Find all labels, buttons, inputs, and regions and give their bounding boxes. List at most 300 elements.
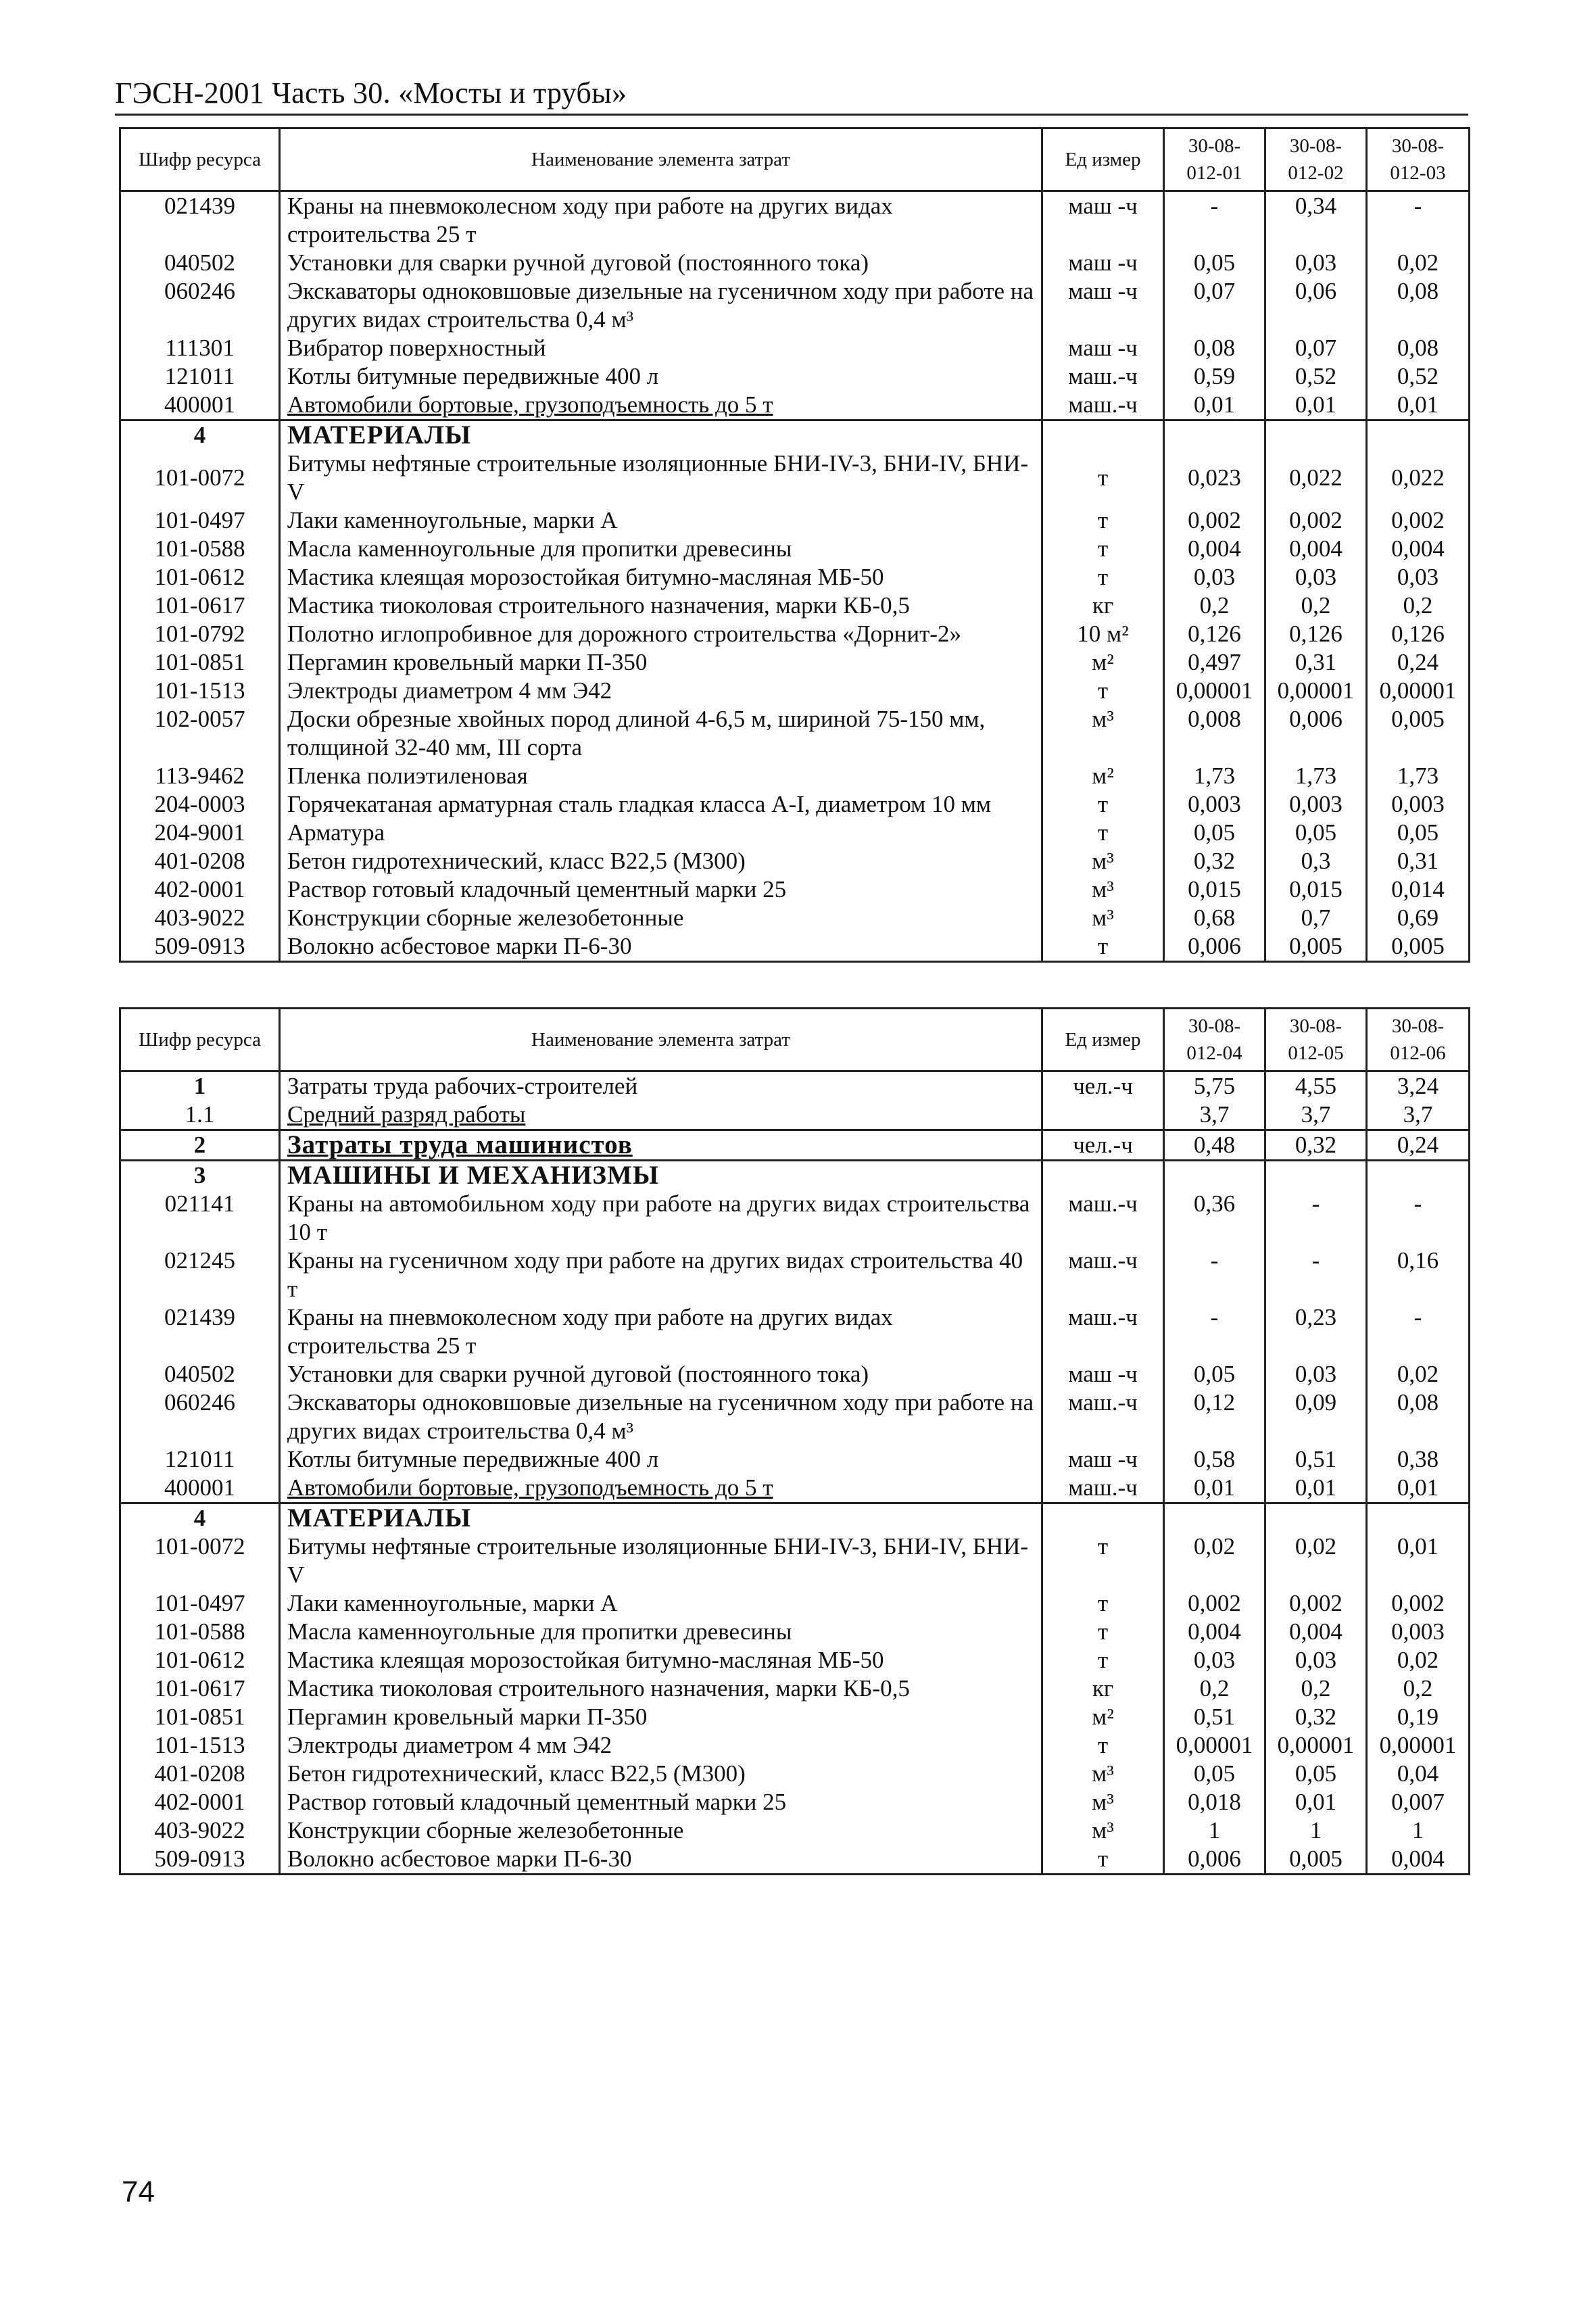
norm-value-1 (1164, 1503, 1265, 1533)
norm-value-2: 0,004 (1265, 1618, 1367, 1646)
norm-value-3: 0,05 (1367, 819, 1470, 847)
cost-element-name: Установки для сварки ручной дуговой (постоянного тока) (280, 249, 1042, 277)
table-row (120, 1618, 1470, 1646)
norm-value-2: - (1265, 1247, 1367, 1303)
cost-element-name: Мастика тиоколовая строительного назначения, марки КБ-0,5 (280, 592, 1042, 620)
norm-value-1: 0,015 (1164, 875, 1265, 904)
norm-value-3: 0,2 (1367, 592, 1470, 620)
unit-of-measure: маш -ч (1042, 191, 1164, 249)
unit-of-measure: т (1042, 506, 1164, 535)
norm-value-3: 0,005 (1367, 705, 1470, 762)
norm-value-3: 0,38 (1367, 1445, 1470, 1474)
page-number: 74 (122, 2175, 155, 2209)
norm-value-2: 0,51 (1265, 1445, 1367, 1474)
table-row (120, 904, 1470, 932)
cost-element-name: Мастика клеящая морозостойкая битумно-масляная МБ-50 (280, 1646, 1042, 1674)
col-header-unit: Ед измер (1042, 1009, 1164, 1071)
norm-value-1: 0,07 (1164, 277, 1265, 334)
cost-element-name: Битумы нефтяные строительные изоляционные БНИ-IV-3, БНИ-IV, БНИ-V (280, 1533, 1042, 1589)
cost-element-name: МАТЕРИАЛЫ (280, 420, 1042, 450)
norm-value-2: 0,126 (1265, 620, 1367, 648)
resource-code: 102-0057 (120, 705, 280, 762)
col-header-norm-5: 30-08-012-05 (1265, 1009, 1367, 1071)
norm-value-3 (1367, 1503, 1470, 1533)
norm-value-3: 0,24 (1367, 1130, 1470, 1161)
unit-of-measure: м³ (1042, 904, 1164, 932)
unit-of-measure: т (1042, 535, 1164, 563)
cost-element-name: Затраты труда машинистов (280, 1130, 1042, 1161)
norm-value-3: 0,08 (1367, 334, 1470, 362)
resource-code: 101-0497 (120, 1589, 280, 1618)
norm-value-2: 0,022 (1265, 450, 1367, 506)
cost-element-name: Краны на пневмоколесном ходу при работе на других видах строительства 25 т (280, 1303, 1042, 1360)
norm-value-2: 0,52 (1265, 362, 1367, 391)
norm-value-1: 0,51 (1164, 1703, 1265, 1731)
norm-value-2: 0,06 (1265, 277, 1367, 334)
cost-element-name: Конструкции сборные железобетонные (280, 1816, 1042, 1845)
norm-value-1: 0,01 (1164, 1474, 1265, 1503)
norm-value-3: 1,73 (1367, 762, 1470, 790)
resource-code: 101-0612 (120, 563, 280, 592)
norm-value-3: 0,2 (1367, 1674, 1470, 1703)
norm-value-3: - (1367, 1190, 1470, 1247)
col-header-norm-2: 30-08-012-02 (1265, 128, 1367, 191)
table-row (120, 1445, 1470, 1474)
norm-value-1: 1 (1164, 1816, 1265, 1845)
resource-code: 101-0792 (120, 620, 280, 648)
cost-element-name: Раствор готовый кладочный цементный марки 25 (280, 1788, 1042, 1816)
norm-value-2 (1265, 1161, 1367, 1190)
table-row (120, 1788, 1470, 1816)
norm-value-3: 0,014 (1367, 875, 1470, 904)
unit-of-measure: маш -ч (1042, 277, 1164, 334)
norm-value-2: 3,7 (1265, 1101, 1367, 1130)
table-row (120, 592, 1470, 620)
norm-value-1: 0,008 (1164, 705, 1265, 762)
table-row (120, 450, 1470, 506)
norm-value-3: 0,002 (1367, 1589, 1470, 1618)
unit-of-measure: кг (1042, 592, 1164, 620)
unit-of-measure: м³ (1042, 1816, 1164, 1845)
resource-code: 401-0208 (120, 847, 280, 875)
resource-code: 4 (120, 1503, 280, 1533)
table-header-row (120, 1009, 1470, 1071)
norm-value-2: 1,73 (1265, 762, 1367, 790)
table-row (120, 506, 1470, 535)
norm-value-3: 0,69 (1367, 904, 1470, 932)
norm-value-2: 0,005 (1265, 1845, 1367, 1875)
norm-value-2: 0,3 (1265, 847, 1367, 875)
norm-value-3: 0,08 (1367, 277, 1470, 334)
norm-value-2: 0,01 (1265, 1788, 1367, 1816)
resource-code: 4 (120, 420, 280, 450)
cost-element-name: Котлы битумные передвижные 400 л (280, 1445, 1042, 1474)
norm-value-2: 0,32 (1265, 1703, 1367, 1731)
resource-code: 101-0588 (120, 1618, 280, 1646)
norm-value-2: 0,09 (1265, 1389, 1367, 1445)
unit-of-measure: м³ (1042, 875, 1164, 904)
norm-value-2: 0,00001 (1265, 1731, 1367, 1760)
norm-value-3: 3,24 (1367, 1071, 1470, 1101)
cost-element-name: Установки для сварки ручной дуговой (постоянного тока) (280, 1360, 1042, 1389)
unit-of-measure: м³ (1042, 705, 1164, 762)
resource-code: 403-9022 (120, 904, 280, 932)
norm-value-1: 0,00001 (1164, 677, 1265, 705)
norm-value-3: 0,002 (1367, 506, 1470, 535)
unit-of-measure: маш -ч (1042, 334, 1164, 362)
resource-code: 060246 (120, 277, 280, 334)
norm-value-2: 0,03 (1265, 1360, 1367, 1389)
norm-value-2: 0,00001 (1265, 677, 1367, 705)
resource-code: 400001 (120, 391, 280, 420)
norm-value-1: 0,58 (1164, 1445, 1265, 1474)
cost-element-name: Автомобили бортовые, грузоподъемность до 5 т (280, 391, 1042, 420)
norm-value-1: 0,03 (1164, 1646, 1265, 1674)
norm-value-2: 0,03 (1265, 563, 1367, 592)
norm-value-3: 0,003 (1367, 790, 1470, 819)
norm-value-1: 0,497 (1164, 648, 1265, 677)
resource-code: 040502 (120, 249, 280, 277)
norm-value-2 (1265, 1503, 1367, 1533)
unit-of-measure: т (1042, 677, 1164, 705)
norm-value-3: 0,02 (1367, 1646, 1470, 1674)
table-row (120, 620, 1470, 648)
resource-code: 101-0851 (120, 648, 280, 677)
table-row (120, 762, 1470, 790)
cost-element-name: Лаки каменноугольные, марки А (280, 506, 1042, 535)
unit-of-measure: т (1042, 1533, 1164, 1589)
norm-value-2: 0,01 (1265, 391, 1367, 420)
norm-value-1: 1,73 (1164, 762, 1265, 790)
cost-element-name: Средний разряд работы (280, 1101, 1042, 1130)
norm-value-3 (1367, 420, 1470, 450)
norm-value-3: 0,01 (1367, 1474, 1470, 1503)
table-row (120, 362, 1470, 391)
unit-of-measure: м³ (1042, 1788, 1164, 1816)
resource-code: 101-0617 (120, 592, 280, 620)
cost-element-name: Конструкции сборные железобетонные (280, 904, 1042, 932)
resource-code: 509-0913 (120, 1845, 280, 1875)
table-row (120, 277, 1470, 334)
unit-of-measure (1042, 420, 1164, 450)
cost-element-name: Затраты труда рабочих-строителей (280, 1071, 1042, 1101)
norm-value-3: 0,00001 (1367, 1731, 1470, 1760)
unit-of-measure: т (1042, 1845, 1164, 1875)
resource-code: 021141 (120, 1190, 280, 1247)
col-header-name: Наименование элемента затрат (280, 1009, 1042, 1071)
unit-of-measure: маш.-ч (1042, 391, 1164, 420)
norm-value-1: 0,08 (1164, 334, 1265, 362)
norm-value-2: 0,34 (1265, 191, 1367, 249)
unit-of-measure: маш -ч (1042, 1445, 1164, 1474)
norm-value-1: 5,75 (1164, 1071, 1265, 1101)
cost-element-name: Пленка полиэтиленовая (280, 762, 1042, 790)
norm-value-2: 0,03 (1265, 249, 1367, 277)
cost-element-name: Арматура (280, 819, 1042, 847)
norm-value-3: 0,24 (1367, 648, 1470, 677)
table-row (120, 932, 1470, 962)
table-row (120, 1247, 1470, 1303)
norm-value-2: - (1265, 1190, 1367, 1247)
norm-value-2 (1265, 420, 1367, 450)
cost-element-name: Краны на пневмоколесном ходу при работе на других видах строительства 25 т (280, 191, 1042, 249)
col-header-norm-4: 30-08-012-04 (1164, 1009, 1265, 1071)
norm-value-1: 0,05 (1164, 249, 1265, 277)
cost-element-name: Волокно асбестовое марки П-6-30 (280, 932, 1042, 962)
unit-of-measure: м³ (1042, 847, 1164, 875)
table-row (120, 648, 1470, 677)
norm-value-3: 0,01 (1367, 1533, 1470, 1589)
cost-element-name: Котлы битумные передвижные 400 л (280, 362, 1042, 391)
resource-code: 111301 (120, 334, 280, 362)
norm-value-2: 0,003 (1265, 790, 1367, 819)
norm-value-3: 0,004 (1367, 535, 1470, 563)
norm-value-1: 0,02 (1164, 1533, 1265, 1589)
norm-value-3: 3,7 (1367, 1101, 1470, 1130)
resource-code: 021245 (120, 1247, 280, 1303)
resource-code: 204-0003 (120, 790, 280, 819)
resource-table-1 (119, 127, 1470, 963)
norm-value-1: 0,05 (1164, 1360, 1265, 1389)
table-header-row (120, 128, 1470, 191)
unit-of-measure: маш.-ч (1042, 1303, 1164, 1360)
unit-of-measure (1042, 1161, 1164, 1190)
page-header-title: ГЭСН-2001 Часть 30. «Мосты и трубы» (115, 76, 627, 110)
norm-value-2: 0,23 (1265, 1303, 1367, 1360)
norm-value-1: 3,7 (1164, 1101, 1265, 1130)
norm-value-1: 0,48 (1164, 1130, 1265, 1161)
unit-of-measure: маш -ч (1042, 249, 1164, 277)
norm-value-1: 0,12 (1164, 1389, 1265, 1445)
norm-value-3: 1 (1367, 1816, 1470, 1845)
table-row (120, 1190, 1470, 1247)
norm-value-2: 0,05 (1265, 819, 1367, 847)
norm-value-2: 0,006 (1265, 705, 1367, 762)
norm-value-2: 1 (1265, 1816, 1367, 1845)
col-header-code: Шифр ресурса (120, 1009, 280, 1071)
resource-code: 204-9001 (120, 819, 280, 847)
table-row (120, 1130, 1470, 1161)
table-row (120, 391, 1470, 420)
unit-of-measure: т (1042, 1646, 1164, 1674)
resource-code: 101-0617 (120, 1674, 280, 1703)
unit-of-measure: т (1042, 1589, 1164, 1618)
section-row (120, 1503, 1470, 1533)
cost-element-name: Раствор готовый кладочный цементный марки 25 (280, 875, 1042, 904)
resource-code: 509-0913 (120, 932, 280, 962)
unit-of-measure: т (1042, 1618, 1164, 1646)
unit-of-measure: м² (1042, 1703, 1164, 1731)
resource-code: 3 (120, 1161, 280, 1190)
cost-element-name: Бетон гидротехнический, класс В22,5 (М300) (280, 847, 1042, 875)
table-row (120, 847, 1470, 875)
norm-value-1: 0,32 (1164, 847, 1265, 875)
table-row (120, 1674, 1470, 1703)
norm-value-1: 0,00001 (1164, 1731, 1265, 1760)
resource-code: 101-1513 (120, 1731, 280, 1760)
cost-element-name: Мастика тиоколовая строительного назначения, марки КБ-0,5 (280, 1674, 1042, 1703)
table-row (120, 1845, 1470, 1875)
norm-value-3: 0,04 (1367, 1760, 1470, 1788)
table-row (120, 1389, 1470, 1445)
resource-code: 121011 (120, 1445, 280, 1474)
resource-code: 021439 (120, 191, 280, 249)
norm-value-2: 0,002 (1265, 1589, 1367, 1618)
unit-of-measure: маш.-ч (1042, 1389, 1164, 1445)
norm-value-1: 0,002 (1164, 1589, 1265, 1618)
cost-element-name: Мастика клеящая морозостойкая битумно-масляная МБ-50 (280, 563, 1042, 592)
cost-element-name: Бетон гидротехнический, класс В22,5 (М300) (280, 1760, 1042, 1788)
unit-of-measure: маш.-ч (1042, 362, 1164, 391)
resource-code: 021439 (120, 1303, 280, 1360)
norm-value-1: 0,006 (1164, 1845, 1265, 1875)
cost-element-name: Экскаваторы одноковшовые дизельные на гусеничном ходу при работе на других видах строительства 0,4 м³ (280, 277, 1042, 334)
norm-value-1: 0,023 (1164, 450, 1265, 506)
cost-element-name: Электроды диаметром 4 мм Э42 (280, 677, 1042, 705)
table-row (120, 563, 1470, 592)
col-header-norm-6: 30-08-012-06 (1367, 1009, 1470, 1071)
resource-code: 101-1513 (120, 677, 280, 705)
resource-code: 403-9022 (120, 1816, 280, 1845)
norm-value-1 (1164, 1161, 1265, 1190)
cost-element-name: Полотно иглопробивное для дорожного строительства «Дорнит-2» (280, 620, 1042, 648)
unit-of-measure: чел.-ч (1042, 1071, 1164, 1101)
resource-table-2 (119, 1007, 1470, 1875)
norm-value-1: - (1164, 191, 1265, 249)
norm-value-3 (1367, 1161, 1470, 1190)
cost-element-name: Автомобили бортовые, грузоподъемность до 5 т (280, 1474, 1042, 1503)
norm-value-3: 0,03 (1367, 563, 1470, 592)
norm-value-2: 0,05 (1265, 1760, 1367, 1788)
cost-element-name: Краны на автомобильном ходу при работе на других видах строительства 10 т (280, 1190, 1042, 1247)
norm-value-1: 0,2 (1164, 592, 1265, 620)
norm-value-1: 0,01 (1164, 391, 1265, 420)
norm-value-2: 0,31 (1265, 648, 1367, 677)
unit-of-measure: маш.-ч (1042, 1247, 1164, 1303)
resource-code: 040502 (120, 1360, 280, 1389)
col-header-norm-1: 30-08-012-01 (1164, 128, 1265, 191)
norm-value-2: 0,03 (1265, 1646, 1367, 1674)
norm-value-3: 0,08 (1367, 1389, 1470, 1445)
resource-code: 101-0497 (120, 506, 280, 535)
table-row (120, 819, 1470, 847)
unit-of-measure: м² (1042, 648, 1164, 677)
unit-of-measure: 10 м² (1042, 620, 1164, 648)
col-header-unit: Ед измер (1042, 128, 1164, 191)
cost-element-name: Экскаваторы одноковшовые дизельные на гусеничном ходу при работе на других видах строительства 0,4 м³ (280, 1389, 1042, 1445)
norm-value-2: 0,02 (1265, 1533, 1367, 1589)
norm-value-2: 0,004 (1265, 535, 1367, 563)
norm-value-3: 0,01 (1367, 391, 1470, 420)
norm-value-2: 4,55 (1265, 1071, 1367, 1101)
col-header-name: Наименование элемента затрат (280, 128, 1042, 191)
unit-of-measure: м³ (1042, 1760, 1164, 1788)
resource-code: 402-0001 (120, 875, 280, 904)
norm-value-3: 0,003 (1367, 1618, 1470, 1646)
col-header-code: Шифр ресурса (120, 128, 280, 191)
cost-element-name: Лаки каменноугольные, марки А (280, 1589, 1042, 1618)
cost-element-name: Горячекатаная арматурная сталь гладкая класса А-I, диаметром 10 мм (280, 790, 1042, 819)
norm-value-1: 0,003 (1164, 790, 1265, 819)
norm-value-3: 0,005 (1367, 932, 1470, 962)
norm-value-1: 0,03 (1164, 563, 1265, 592)
norm-value-1: - (1164, 1247, 1265, 1303)
cost-element-name: Пергамин кровельный марки П-350 (280, 648, 1042, 677)
cost-element-name: Битумы нефтяные строительные изоляционные БНИ-IV-3, БНИ-IV, БНИ-V (280, 450, 1042, 506)
norm-value-3: 0,52 (1367, 362, 1470, 391)
norm-value-2: 0,2 (1265, 1674, 1367, 1703)
norm-value-3: 0,02 (1367, 249, 1470, 277)
table-row (120, 1360, 1470, 1389)
unit-of-measure: чел.-ч (1042, 1130, 1164, 1161)
cost-element-name: Волокно асбестовое марки П-6-30 (280, 1845, 1042, 1875)
cost-element-name: Пергамин кровельный марки П-350 (280, 1703, 1042, 1731)
cost-element-name: Масла каменноугольные для пропитки древесины (280, 1618, 1042, 1646)
norm-value-3: 0,007 (1367, 1788, 1470, 1816)
resource-code: 101-0072 (120, 1533, 280, 1589)
table-row (120, 875, 1470, 904)
unit-of-measure: маш -ч (1042, 1360, 1164, 1389)
norm-value-2: 0,7 (1265, 904, 1367, 932)
resource-code: 101-0851 (120, 1703, 280, 1731)
norm-value-2: 0,32 (1265, 1130, 1367, 1161)
unit-of-measure: т (1042, 790, 1164, 819)
table-row (120, 334, 1470, 362)
table-row (120, 249, 1470, 277)
resource-code: 101-0072 (120, 450, 280, 506)
unit-of-measure (1042, 1101, 1164, 1130)
table-row (120, 1760, 1470, 1788)
norm-value-1: 0,59 (1164, 362, 1265, 391)
norm-value-3: 0,00001 (1367, 677, 1470, 705)
norm-value-1 (1164, 420, 1265, 450)
norm-value-1: 0,004 (1164, 1618, 1265, 1646)
table-row (120, 790, 1470, 819)
resource-code: 400001 (120, 1474, 280, 1503)
norm-value-1: 0,018 (1164, 1788, 1265, 1816)
unit-of-measure: т (1042, 819, 1164, 847)
resource-code: 113-9462 (120, 762, 280, 790)
table-row (120, 1474, 1470, 1503)
cost-element-name: Масла каменноугольные для пропитки древесины (280, 535, 1042, 563)
unit-of-measure: м² (1042, 762, 1164, 790)
norm-value-1: 0,126 (1164, 620, 1265, 648)
norm-value-2: 0,002 (1265, 506, 1367, 535)
norm-value-3: 0,31 (1367, 847, 1470, 875)
unit-of-measure: маш.-ч (1042, 1474, 1164, 1503)
unit-of-measure: маш.-ч (1042, 1190, 1164, 1247)
norm-value-1: 0,05 (1164, 819, 1265, 847)
resource-code: 121011 (120, 362, 280, 391)
norm-value-3: 0,004 (1367, 1845, 1470, 1875)
norm-value-2: 0,015 (1265, 875, 1367, 904)
table-row (120, 1646, 1470, 1674)
norm-value-1: 0,36 (1164, 1190, 1265, 1247)
resource-code: 060246 (120, 1389, 280, 1445)
norm-value-2: 0,005 (1265, 932, 1367, 962)
table-row (120, 1101, 1470, 1130)
resource-code: 401-0208 (120, 1760, 280, 1788)
norm-value-3: 0,19 (1367, 1703, 1470, 1731)
norm-value-2: 0,07 (1265, 334, 1367, 362)
table-row (120, 705, 1470, 762)
cost-element-name: МАШИНЫ И МЕХАНИЗМЫ (280, 1161, 1042, 1190)
resource-code: 101-0612 (120, 1646, 280, 1674)
resource-code: 1.1 (120, 1101, 280, 1130)
table-row (120, 191, 1470, 249)
resource-code: 2 (120, 1130, 280, 1161)
table-row (120, 1703, 1470, 1731)
